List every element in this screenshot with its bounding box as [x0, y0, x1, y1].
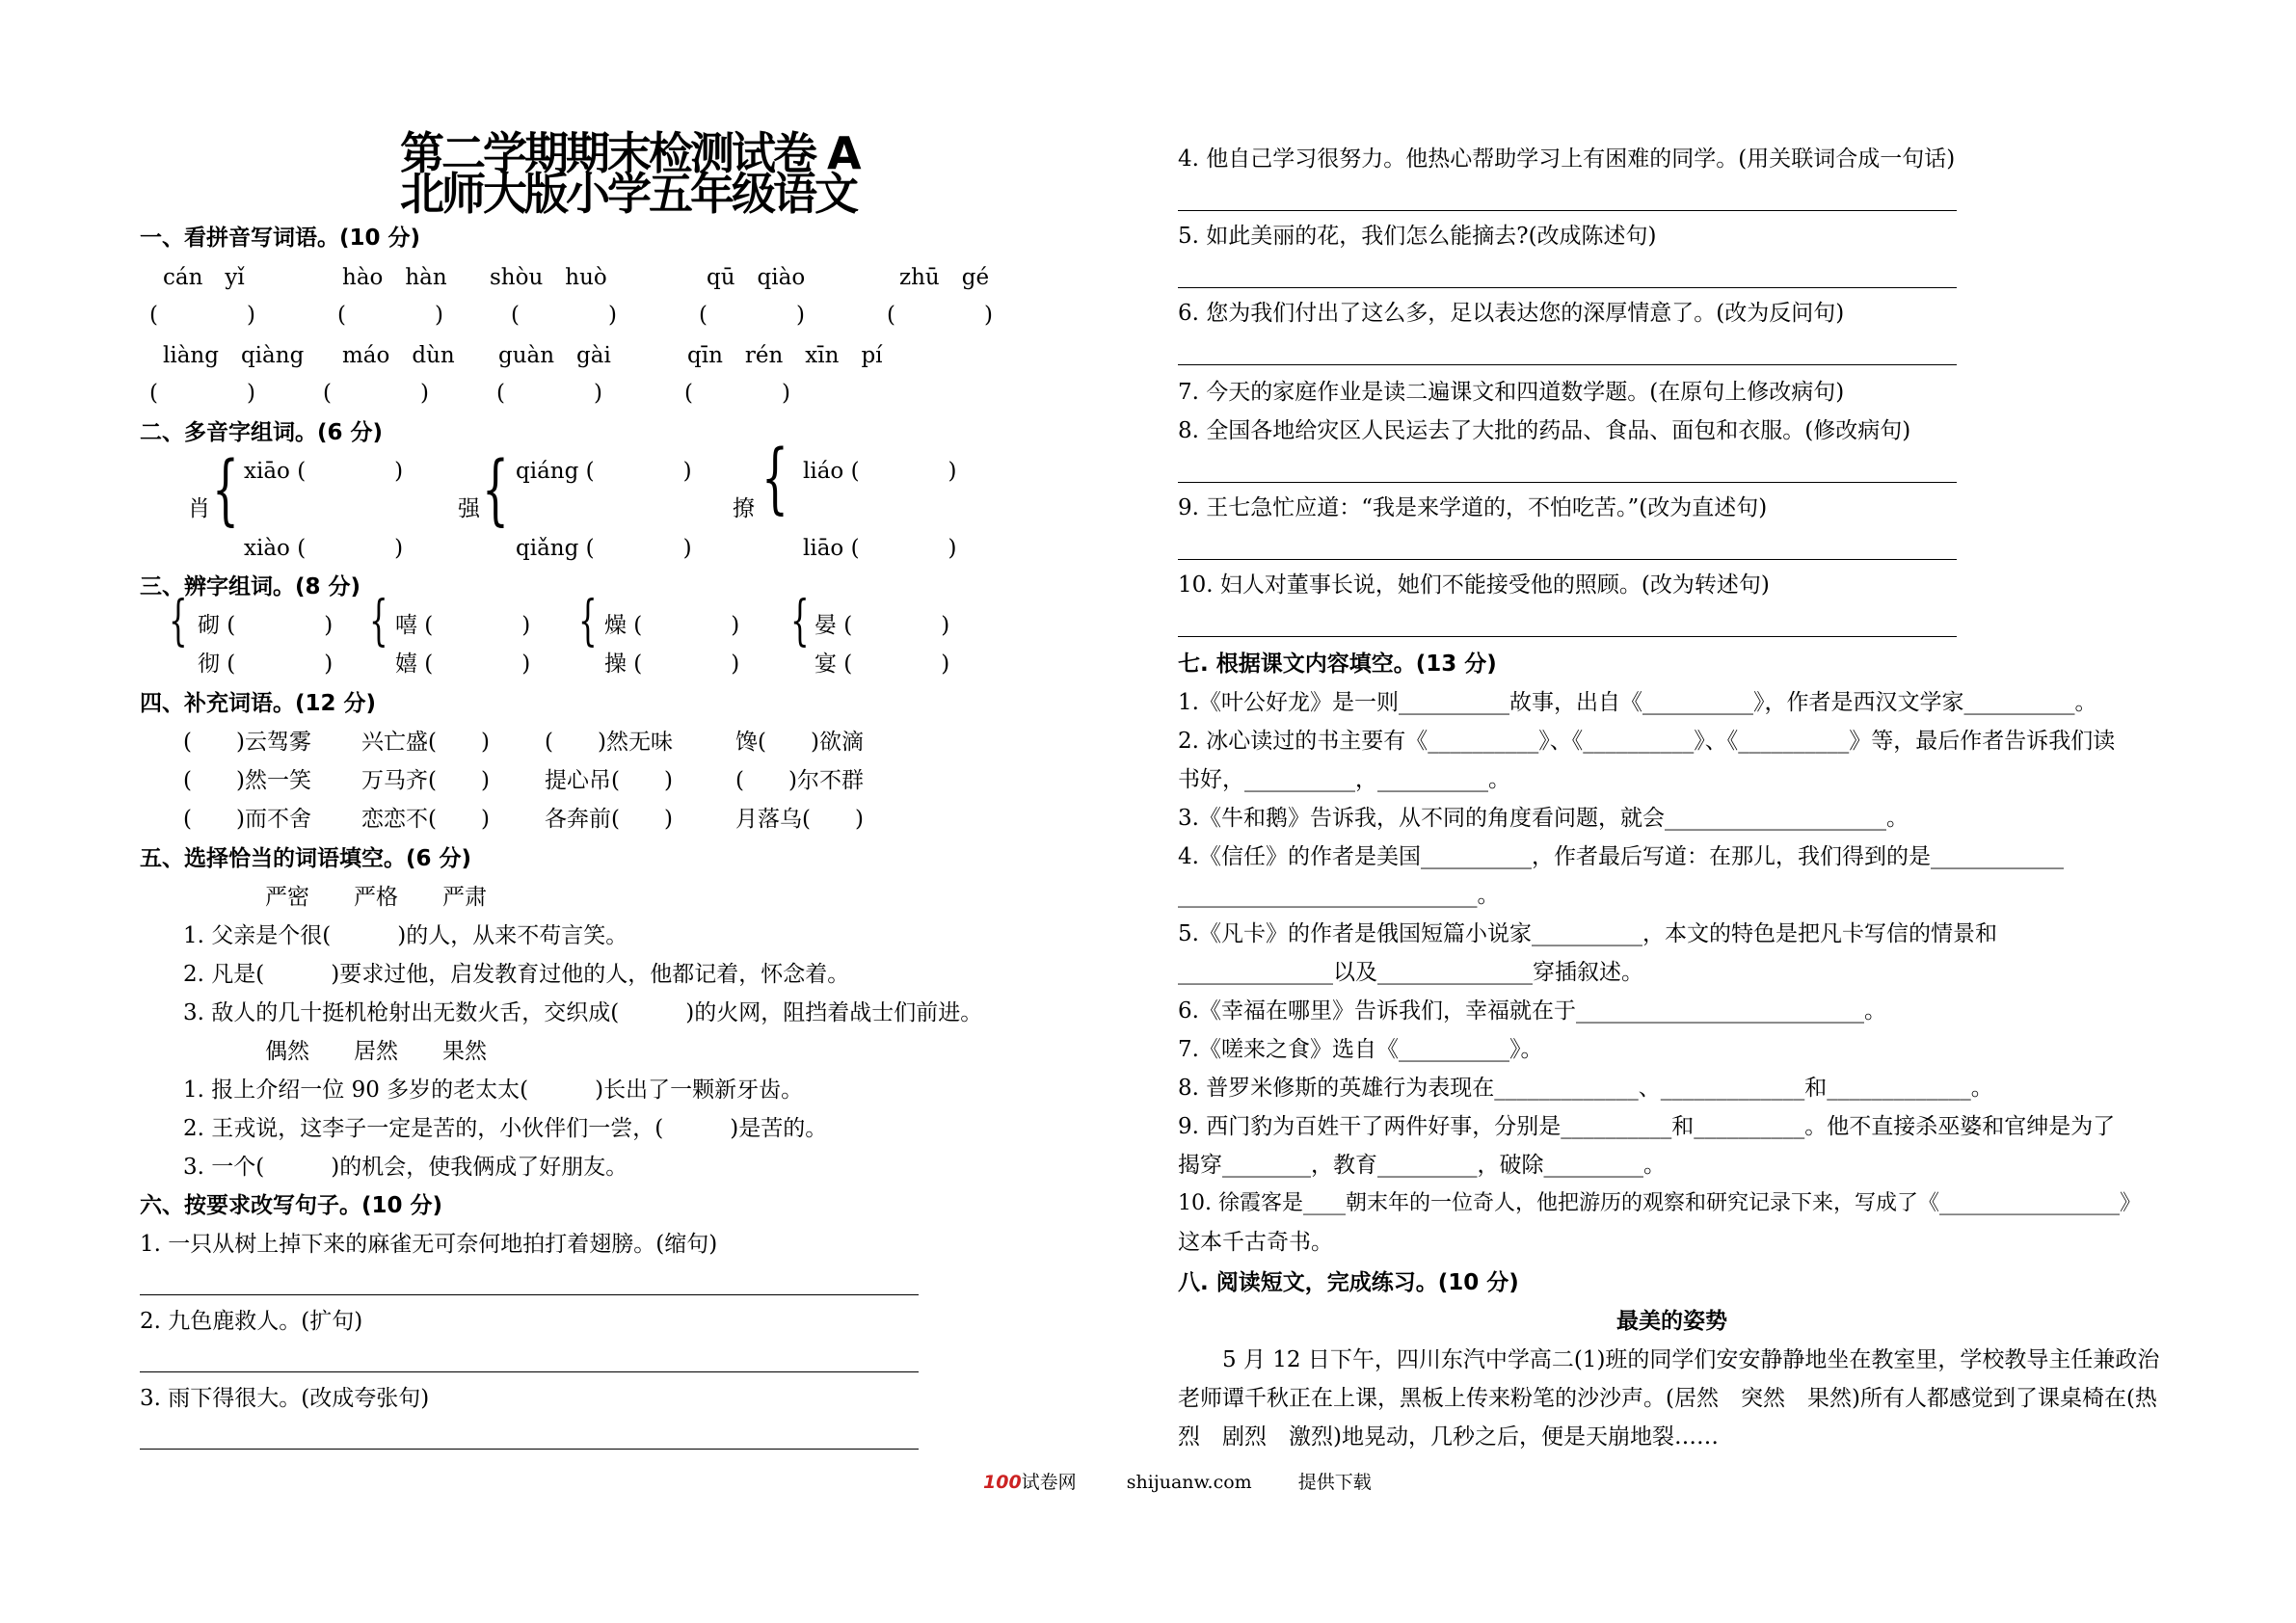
- idiom-blank[interactable]: ( )而不舍: [183, 807, 311, 832]
- fill-blank-line[interactable]: ______________以及______________穿插叙述。: [1178, 960, 1643, 985]
- question-text: 1. 一只从树上掉下来的麻雀无可奈何地拍打着翅膀。(缩句): [140, 1232, 718, 1257]
- pinyin-4: qū qiào: [707, 265, 806, 290]
- fill-blank-line[interactable]: 书好，__________，__________。: [1178, 767, 1510, 792]
- question-text: 9. 王七急忙应道：“我是来学道的，不怕吃苦。”(改为直述句): [1178, 495, 1768, 520]
- pinyin-2: hào hàn: [342, 265, 447, 290]
- fill-blank-line[interactable]: 1.《叶公好龙》是一则__________故事，出自《__________》，作者是西汉文学家__________。: [1178, 690, 2097, 715]
- answer-paren[interactable]: ( ): [887, 303, 993, 328]
- fill-blank-line[interactable]: 6.《幸福在哪里》告诉我们，幸福就在于__________________________。: [1178, 998, 1886, 1024]
- question-text[interactable]: 3. 一个( )的机会，使我俩成了好朋友。: [183, 1155, 628, 1180]
- pinyin-1: cán yǐ: [163, 265, 245, 290]
- char-pair-item[interactable]: 操 ( ): [604, 652, 740, 677]
- polyphone-reading[interactable]: qiáng ( ): [516, 459, 692, 484]
- fill-blank-line[interactable]: 4.《信任》的作者是美国__________，作者最后写道：在那儿，我们得到的是____________: [1178, 844, 2064, 869]
- question-text: 3. 雨下得很大。(改成夸张句): [140, 1386, 430, 1411]
- brace-icon: {: [169, 590, 188, 652]
- char-pair-item[interactable]: 晏 ( ): [814, 613, 950, 638]
- pinyin-5: zhū gé: [899, 265, 990, 290]
- brace-icon: {: [790, 590, 810, 652]
- fill-blank-line[interactable]: 3.《牛和鹅》告诉我，从不同的角度看问题，就会____________________。: [1178, 806, 1909, 831]
- question-text[interactable]: 3. 敌人的几十挺机枪射出无数火舌，交织成( )的火网，阻挡着战士们前进。: [183, 1000, 983, 1025]
- polyphone-char: 强: [458, 496, 480, 521]
- polyphone-reading[interactable]: liāo ( ): [803, 536, 957, 561]
- section-4-heading: 四、补充词语。(12 分): [140, 691, 377, 716]
- fill-blank-line[interactable]: 揭穿________，教育_________，破除_________。: [1178, 1153, 1666, 1178]
- question-text[interactable]: 2. 王戎说，这李子一定是苦的，小伙伴们一尝，( )是苦的。: [183, 1116, 828, 1141]
- brace-icon: {: [212, 444, 239, 534]
- title-line-1: 第二学期期末检测试卷 A: [400, 127, 859, 179]
- question-text: 5. 如此美丽的花，我们怎么能摘去?(改成陈述句): [1178, 224, 1657, 249]
- site-domain[interactable]: shijuanw.com: [1126, 1472, 1252, 1493]
- answer-paren-wide[interactable]: ( ): [684, 381, 790, 406]
- question-text: 4. 他自己学习很努力。他热心帮助学习上有困难的同学。(用关联词合成一句话): [1178, 146, 1956, 172]
- section-7-heading: 七. 根据课文内容填空。(13 分): [1178, 652, 1497, 677]
- footer-note: 提供下载: [1297, 1472, 1372, 1493]
- polyphone-reading[interactable]: liáo ( ): [803, 459, 957, 484]
- question-text[interactable]: 1. 父亲是个很( )的人，从来不苟言笑。: [183, 923, 628, 948]
- question-text[interactable]: 1. 报上介绍一位 90 多岁的老太太( )长出了一颗新牙齿。: [183, 1078, 804, 1103]
- idiom-blank[interactable]: ( )然无味: [545, 730, 673, 755]
- pinyin-3: shòu huò: [490, 265, 607, 290]
- question-text: 10. 妇人对董事长说，她们不能接受他的照顾。(改为转述句): [1178, 572, 1770, 598]
- answer-line[interactable]: [1178, 364, 1957, 365]
- answer-paren[interactable]: ( ): [699, 303, 805, 328]
- char-pair-item[interactable]: 彻 ( ): [198, 652, 334, 677]
- answer-paren[interactable]: ( ): [511, 303, 617, 328]
- fill-blank-line[interactable]: 8. 普罗米修斯的英雄行为表现在_____________、_____________和_____________。: [1178, 1076, 1993, 1101]
- idiom-blank[interactable]: 各奔前( ): [545, 807, 673, 832]
- fill-blank-line[interactable]: 9. 西门豹为百姓干了两件好事，分别是__________和__________。他不直接杀巫婆和官绅是为了: [1178, 1114, 2116, 1139]
- site-logo: 100: [983, 1472, 1022, 1493]
- section-3-heading: 三、辨字组词。(8 分): [140, 574, 361, 599]
- answer-line[interactable]: [140, 1371, 919, 1372]
- idiom-blank[interactable]: 万马齐( ): [361, 768, 490, 793]
- answer-line[interactable]: [1178, 559, 1957, 560]
- section-5-heading: 五、选择恰当的词语填空。(6 分): [140, 846, 472, 871]
- answer-line[interactable]: [1178, 636, 1957, 637]
- idiom-blank[interactable]: ( )尔不群: [735, 768, 864, 793]
- fill-blank-line[interactable]: 这本千古奇书。: [1178, 1230, 1333, 1255]
- fill-blank-line[interactable]: ___________________________。: [1178, 883, 1500, 908]
- char-pair-item[interactable]: 嘻 ( ): [395, 613, 531, 638]
- fill-blank-line[interactable]: 2. 冰心读过的书主要有《__________》、《__________》、《__________》等，最后作者告诉我们读: [1178, 729, 2116, 754]
- idiom-blank[interactable]: 恋恋不( ): [361, 807, 490, 832]
- answer-paren[interactable]: ( ): [149, 303, 255, 328]
- pinyin-6: liàng qiàng: [163, 343, 305, 368]
- idiom-blank[interactable]: 兴亡盛( ): [361, 730, 490, 755]
- answer-paren[interactable]: ( ): [323, 381, 429, 406]
- char-pair-item[interactable]: 燥 ( ): [604, 613, 740, 638]
- brace-icon: {: [761, 433, 788, 522]
- answer-paren[interactable]: ( ): [496, 381, 602, 406]
- answer-paren[interactable]: ( ): [337, 303, 443, 328]
- idiom-blank[interactable]: ( )然一笑: [183, 768, 311, 793]
- polyphone-reading[interactable]: xiào ( ): [244, 536, 404, 561]
- answer-line[interactable]: [1178, 482, 1957, 483]
- footer: [983, 1468, 1372, 1494]
- idiom-blank[interactable]: 馋( )欲滴: [735, 730, 864, 755]
- answer-line[interactable]: [140, 1449, 919, 1450]
- word-choices: 偶然 居然 果然: [265, 1039, 487, 1064]
- polyphone-char: 肖: [188, 496, 210, 521]
- passage-paragraph: 5 月 12 日下午，四川东汽中学高二(1)班的同学们安安静静地坐在教室里，学校教导主任兼政治老师谭千秋正在上课，黑板上传来粉笔的沙沙声。(居然 突然 果然)所有人都感觉到了课桌椅在(热烈 剧烈 激烈)地晃动，几秒之后，便是天崩地裂……: [1178, 1347, 2160, 1450]
- char-pair-item[interactable]: 宴 ( ): [814, 652, 950, 677]
- answer-line[interactable]: [140, 1294, 919, 1295]
- question-text: 8. 全国各地给灾区人民运去了大批的药品、食品、面包和衣服。(修改病句): [1178, 418, 1911, 443]
- question-text: 6. 您为我们付出了这么多，足以表达您的深厚情意了。(改为反问句): [1178, 301, 1845, 326]
- idiom-blank[interactable]: 月落乌( ): [735, 807, 864, 832]
- passage-title: 最美的姿势: [1616, 1309, 1727, 1334]
- pinyin-7: máo dùn: [342, 343, 455, 368]
- question-text: 2. 九色鹿救人。(扩句): [140, 1309, 363, 1334]
- char-pair-item[interactable]: 砌 ( ): [198, 613, 334, 638]
- word-choices: 严密 严格 严肃: [265, 885, 487, 910]
- char-pair-item[interactable]: 嬉 ( ): [395, 652, 531, 677]
- brace-icon: {: [369, 590, 388, 652]
- section-8-heading: 八. 阅读短文，完成练习。(10 分): [1178, 1270, 1519, 1295]
- fill-blank-line[interactable]: 10. 徐霞客是____朝末年的一位奇人，他把游历的观察和研究记录下来，写成了《_________________》: [1178, 1191, 2141, 1215]
- idiom-blank[interactable]: 提心吊( ): [545, 768, 673, 793]
- brace-icon: {: [578, 590, 598, 652]
- answer-line[interactable]: [1178, 287, 1957, 288]
- brace-icon: {: [482, 444, 509, 534]
- answer-line[interactable]: [1178, 210, 1957, 211]
- pinyin-9: qīn rén xīn pí: [687, 343, 883, 368]
- section-6-heading: 六、按要求改写句子。(10 分): [140, 1193, 443, 1218]
- title-line-2: 北师大版小学五年级语文: [400, 168, 856, 220]
- section-1-heading: 一、看拼音写词语。(10 分): [140, 226, 421, 251]
- fill-blank-line[interactable]: 5.《凡卡》的作者是俄国短篇小说家__________，本文的特色是把凡卡写信的情景和: [1178, 921, 1997, 946]
- fill-blank-line[interactable]: 7.《嗟来之食》选自《__________》。: [1178, 1037, 1543, 1062]
- question-text: 7. 今天的家庭作业是读二遍课文和四道数学题。(在原句上修改病句): [1178, 380, 1845, 405]
- section-2-heading: 二、多音字组词。(6 分): [140, 420, 384, 445]
- polyphone-char: 撩: [733, 496, 755, 521]
- question-text[interactable]: 2. 凡是( )要求过他，启发教育过他的人，他都记着，怀念着。: [183, 962, 850, 987]
- idiom-blank[interactable]: ( )云驾雾: [183, 730, 311, 755]
- answer-paren[interactable]: ( ): [149, 381, 255, 406]
- polyphone-reading[interactable]: qiǎng ( ): [516, 536, 692, 561]
- polyphone-reading[interactable]: xiāo ( ): [244, 459, 404, 484]
- pinyin-8: guàn gài: [498, 343, 611, 368]
- site-name: 试卷网: [1021, 1472, 1077, 1493]
